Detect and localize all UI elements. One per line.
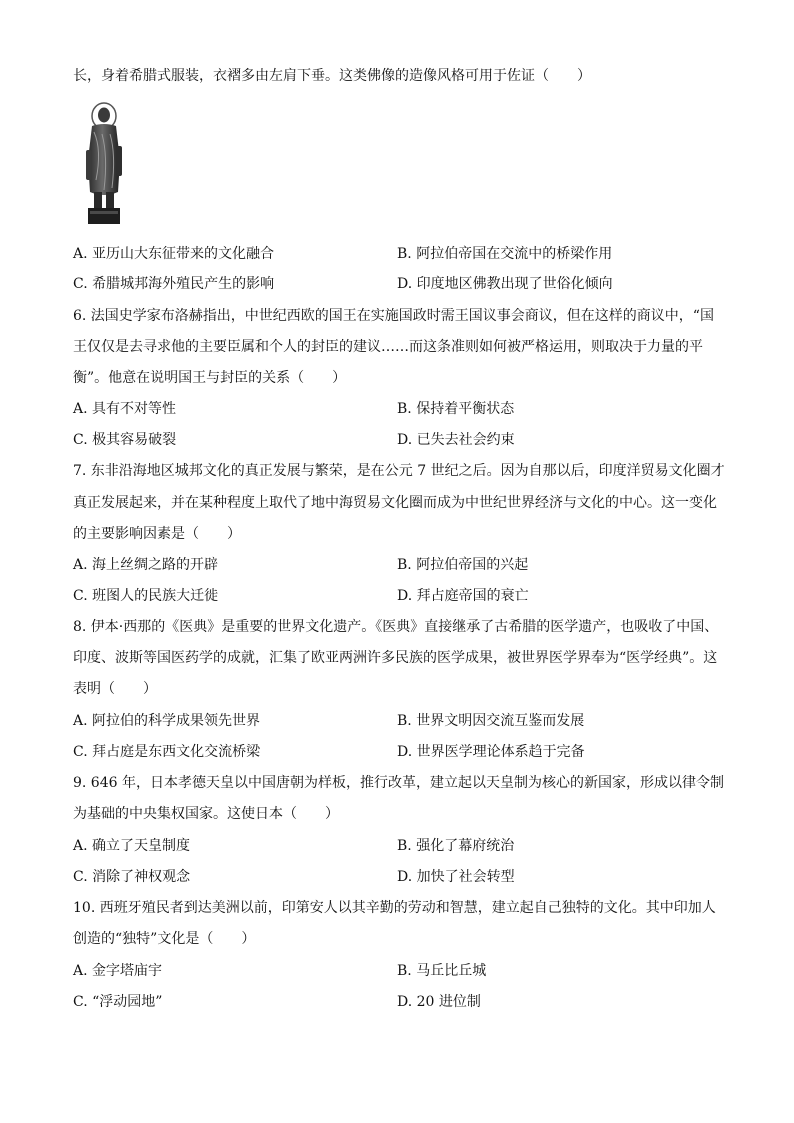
- q7-option-d[interactable]: D. 拜占庭帝国的衰亡: [397, 588, 529, 604]
- q5-option-c[interactable]: C. 希腊城邦海外殖民产生的影响: [73, 276, 275, 292]
- q8-stem-line-3: 表明（ ）: [73, 681, 157, 697]
- q8-option-d[interactable]: D. 世界医学理论体系趋于完备: [397, 744, 585, 760]
- q10-option-d[interactable]: D. 20 进位制: [397, 994, 481, 1010]
- q6-stem-line-1: 6. 法国史学家布洛赫指出，中世纪西欧的国王在实施国政时需王国议事会商议，但在这样的商议中，“国: [73, 308, 714, 324]
- q6-option-c[interactable]: C. 极其容易破裂: [73, 432, 177, 448]
- q10-option-a[interactable]: A. 金字塔庙宇: [73, 963, 163, 979]
- q9-option-b[interactable]: B. 强化了幕府统治: [397, 838, 515, 854]
- q10-stem-line-2: 创造的“独特”文化是（ ）: [73, 931, 256, 947]
- q7-stem-line-3: 的主要影响因素是（ ）: [73, 526, 241, 542]
- q5-option-a[interactable]: A. 亚历山大东征带来的文化融合: [73, 246, 275, 262]
- q9-option-a[interactable]: A. 确立了天皇制度: [73, 838, 191, 854]
- q7-option-c[interactable]: C. 班图人的民族大迁徙: [73, 588, 219, 604]
- q6-option-b[interactable]: B. 保持着平衡状态: [397, 401, 515, 417]
- q9-option-d[interactable]: D. 加快了社会转型: [397, 869, 515, 885]
- q5-option-b[interactable]: B. 阿拉伯帝国在交流中的桥梁作用: [397, 246, 613, 262]
- q6-option-a[interactable]: A. 具有不对等性: [73, 401, 177, 417]
- q9-stem-line-1: 9. 646 年，日本孝德天皇以中国唐朝为样板，推行改革，建立起以天皇制为核心的新国家，形成以律令制: [73, 775, 724, 791]
- q7-option-a[interactable]: A. 海上丝绸之路的开辟: [73, 557, 219, 573]
- buddha-statue-image: [78, 100, 130, 228]
- q8-option-a[interactable]: A. 阿拉伯的科学成果领先世界: [73, 713, 261, 729]
- q7-stem-line-2: 真正发展起来，并在某种程度上取代了地中海贸易文化圈而成为中世纪世界经济与文化的中心。这一变化: [73, 495, 717, 511]
- q8-stem-line-2: 印度、波斯等国医药学的成就，汇集了欧亚两洲许多民族的医学成果，被世界医学界奉为“医学经典”。这: [73, 650, 718, 666]
- q6-stem-line-3: 衡”。他意在说明国王与封臣的关系（ ）: [73, 370, 347, 386]
- q5-option-d[interactable]: D. 印度地区佛教出现了世俗化倾向: [397, 276, 613, 292]
- q10-stem-line-1: 10. 西班牙殖民者到达美洲以前，印第安人以其辛勤的劳动和智慧，建立起自己独特的文化。其中印加人: [73, 900, 716, 916]
- q6-stem-line-2: 王仅仅是去寻求他的主要臣属和个人的封臣的建议……而这条准则如何被严格运用，则取决于力量的平: [73, 339, 703, 355]
- q9-stem-line-2: 为基础的中央集权国家。这使日本（ ）: [73, 806, 339, 822]
- q7-stem-line-1: 7. 东非沿海地区城邦文化的真正发展与繁荣，是在公元 7 世纪之后。因为自那以后，印度洋贸易文化圈才: [73, 463, 725, 479]
- q10-option-c[interactable]: C. “浮动园地”: [73, 994, 163, 1010]
- q10-option-b[interactable]: B. 马丘比丘城: [397, 963, 487, 979]
- q6-option-d[interactable]: D. 已失去社会约束: [397, 432, 515, 448]
- q8-option-c[interactable]: C. 拜占庭是东西文化交流桥梁: [73, 744, 261, 760]
- q8-stem-line-1: 8. 伊本·西那的《医典》是重要的世界文化遗产。《医典》直接继承了古希腊的医学遗产，也吸收了中国、: [73, 619, 719, 635]
- q8-option-b[interactable]: B. 世界文明因交流互鉴而发展: [397, 713, 585, 729]
- q5-stem-tail: 长，身着希腊式服装，衣褶多由左肩下垂。这类佛像的造像风格可用于佐证（ ）: [73, 68, 591, 84]
- q7-option-b[interactable]: B. 阿拉伯帝国的兴起: [397, 557, 529, 573]
- q9-option-c[interactable]: C. 消除了神权观念: [73, 869, 191, 885]
